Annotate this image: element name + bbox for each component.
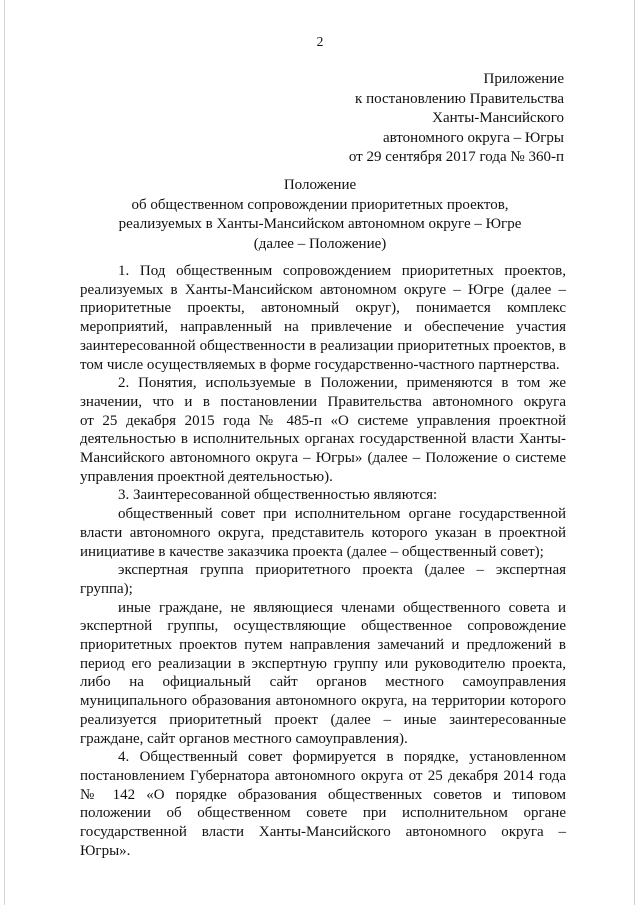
text-line: 1. Под общественным сопровождением приоритетных проектов, [118, 263, 566, 279]
appendix-line: от 29 сентября 2017 года № 360-п [348, 149, 564, 166]
text-line: либо на официальный сайт органов местного самоуправления [80, 674, 566, 691]
text-line: Мансийского автономного округа – Югры» (далее – Положение о системе [80, 450, 566, 467]
text-line: 2. Понятия, используемые в Положении, применяются в том же [118, 375, 566, 392]
text-line: группа); [80, 580, 133, 597]
appendix-line: автономного округа – Югры [382, 129, 564, 146]
appendix-line: к постановлению Правительства [355, 90, 564, 107]
scan-edge-left [4, 0, 5, 905]
text-line: управления проектной деятельностью). [80, 468, 333, 485]
title-line: реализуемых в Ханты-Мансийском автономном округе – Югре [118, 216, 522, 233]
text-line: постановлением Губернатора автономного округа от 25 декабря 2014 года [80, 767, 566, 784]
text-line: деятельностью в исполнительных органах государственной власти Ханты- [80, 431, 566, 448]
text-line: 3. Заинтересованной общественностью являются: [118, 487, 438, 504]
text-line: заинтересованной общественности в реализации приоритетных проектов, в [80, 337, 566, 354]
text-line: приоритетные проекты, автономный округ), понимается комплекс [80, 300, 566, 317]
text-line: власти автономного округа, представитель которого указан в проектной [80, 524, 566, 541]
text-line: граждане, сайт органов местного самоуправления). [80, 730, 408, 747]
paragraph-p3a [80, 505, 566, 561]
text-line: общественный совет при исполнительном органе государственной [118, 506, 566, 523]
text-line: экспертная группа приоритетного проекта (далее – экспертная [118, 562, 566, 579]
document-title [0, 176, 640, 254]
paragraph-p1 [80, 262, 566, 374]
title-line: Положение [283, 177, 357, 193]
text-line: мероприятий, направленный на привлечение и обеспечение участия [80, 319, 566, 336]
text-line: реализуется приоритетный проект (далее – иные заинтересованные [80, 711, 566, 728]
text-line: муниципального образования автономного округа, на территории которого [80, 693, 566, 710]
text-line: инициативе в качестве заказчика проекта (далее – общественный совет); [80, 543, 544, 560]
title-line: (далее – Положение) [253, 235, 387, 252]
text-line: от 25 декабря 2015 года № 485-п «О системе управления проектной [80, 412, 566, 429]
paragraph-p3b [80, 561, 566, 598]
text-line: реализуемых в Ханты-Мансийском автономном округе – Югре (далее – [80, 281, 566, 298]
paragraph-p3 [80, 486, 566, 505]
text-line: значении, что и в постановлении Правительства автономного округа [80, 393, 566, 410]
text-line: иные граждане, не являющиеся членами общественного совета и [118, 599, 566, 616]
text-line: № 142 «О порядке образования общественных советов и типовом [80, 786, 566, 803]
title-line: об общественном сопровождении приоритетных проектов, [131, 196, 509, 213]
paragraph-p2 [80, 374, 566, 486]
text-line: положении об общественном совете при исполнительном органе [80, 805, 566, 822]
appendix-line: Ханты-Мансийского [432, 110, 564, 127]
paragraph-p3c [80, 599, 566, 749]
text-line: экспертной группы, осуществляющие общественное сопровождение [80, 618, 566, 635]
text-line: 4. Общественный совет формируется в порядке, установленном [118, 749, 566, 766]
text-line: государственной власти Ханты-Мансийского автономного округа – [80, 824, 566, 841]
paragraph-p4 [80, 748, 566, 860]
document-body [80, 262, 566, 861]
text-line: приоритетных проектов путем направления замечаний и предложений в [80, 637, 566, 654]
page-number: 2 [316, 34, 324, 49]
text-line: Югры». [80, 842, 131, 859]
text-line: период его реализации в экспертную группу или руководителю проекта, [80, 655, 566, 672]
appendix-block [349, 70, 564, 168]
scan-edge-right [634, 0, 635, 905]
appendix-line: Приложение [483, 71, 564, 87]
text-line: том числе осуществляемых в форме государственно-частного партнерства. [80, 356, 560, 373]
